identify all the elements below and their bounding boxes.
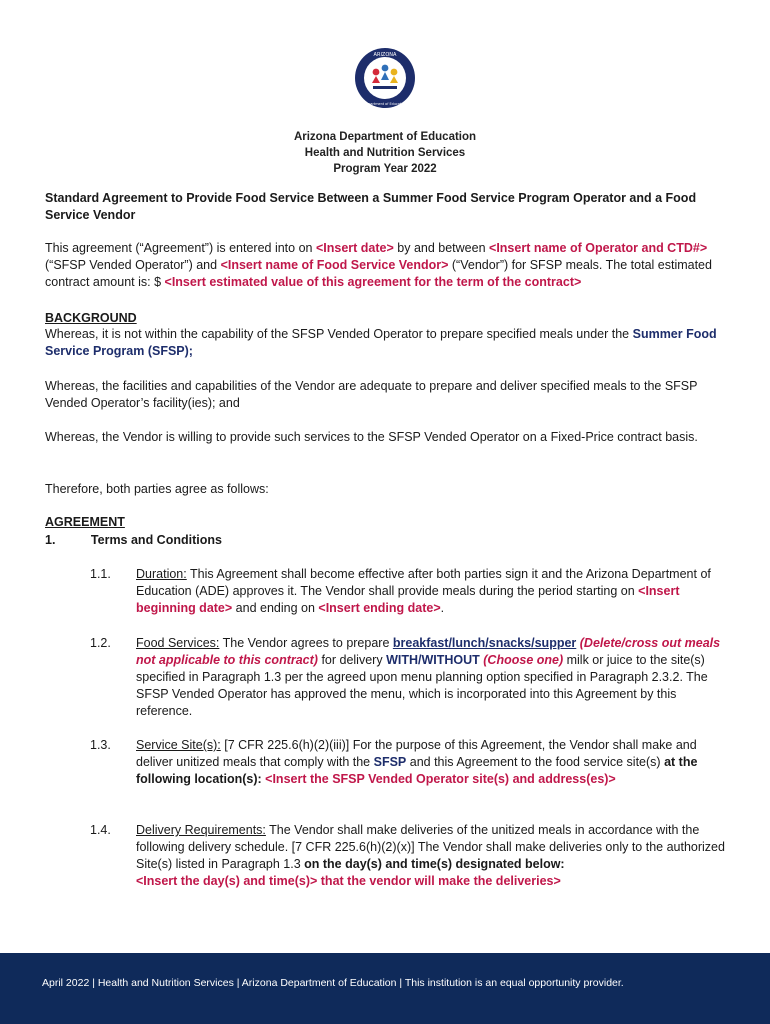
clause-label: Duration: xyxy=(136,567,187,581)
background-heading: BACKGROUND xyxy=(45,311,137,325)
clause-number: 1.1. xyxy=(90,567,111,581)
clause-number: 1.2. xyxy=(90,636,111,650)
choose-one-instruction: (Choose one) xyxy=(479,653,564,667)
section-1-heading xyxy=(45,532,222,549)
clause-1-2: 1.2. Food Services: The Vendor agrees to prepare breakfast/lunch/snacks/supper (Delete/cross out meals not applicable to this contract) for delivery WITH/WITHOUT (Choose one) milk or juice to the site(s) specified in Paragraph 1.3 per the agreed upon menu planning option specified in Paragraph 2.3.2. The SFSP Vended Operator has approved the menu, which is incorporated into this Agreement by this reference. xyxy=(90,636,721,718)
sfsp-term: SFSP xyxy=(373,755,407,769)
background-p3: Whereas, the Vendor is willing to provide such services to the SFSP Vended Operator on a Fixed-Price contract basis. xyxy=(45,430,698,444)
footer-text: April 2022 | Health and Nutrition Services | Arizona Department of Education | This institution is an equal opportunity provider. xyxy=(42,977,624,989)
insert-site-address-placeholder: <Insert the SFSP Vended Operator site(s) and address(es)> xyxy=(265,772,616,786)
header-org: Arizona Department of Education xyxy=(293,131,477,143)
meal-options-link[interactable]: breakfast/lunch/snacks/supper xyxy=(392,636,577,650)
insert-date-placeholder: <Insert date> xyxy=(315,241,394,255)
clause-label: Service Site(s): xyxy=(136,738,221,752)
intro-paragraph: This agreement (“Agreement”) is entered into on <Insert date> by and between <Insert name of Operator and CTD#> (“SFSP Vended Operator”) and <Insert name of Food Service Vendor> (“Vendor”) for SFSP meals. The total estimated contract amount is: $ <Insert estimated value of this agreement for the term of the contract> xyxy=(45,241,712,289)
ade-logo xyxy=(354,47,416,109)
clause-1-1: 1.1. Duration: This Agreement shall become effective after both parties sign it and the Arizona Department of Education (ADE) approves it. The Vendor shall provide meals during the period starting on <Insert beginning date> and ending on <Insert ending date>. xyxy=(90,567,711,615)
background-p4: Therefore, both parties agree as follows: xyxy=(45,482,269,496)
clause-number: 1.3. xyxy=(90,738,111,752)
logo-text-top: ARIZONA xyxy=(373,52,397,58)
clause-label: Food Services: xyxy=(136,636,220,650)
document-header xyxy=(0,129,770,177)
insert-vendor-placeholder: <Insert name of Food Service Vendor> xyxy=(220,258,449,272)
logo-text-bottom: Department of Education xyxy=(363,102,407,106)
insert-delivery-schedule-placeholder: <Insert the day(s) and time(s)> that the vendor will make the deliveries> xyxy=(136,874,561,888)
clause-label: Delivery Requirements: xyxy=(136,823,266,837)
with-without-option: WITH/WITHOUT xyxy=(386,653,480,667)
meal-options-instruction: (Delete/cross out meals not applicable to this contract) xyxy=(136,636,721,667)
insert-beginning-date-placeholder: <Insert beginning date> xyxy=(136,584,680,615)
section-number: 1. xyxy=(45,533,56,547)
sfsp-program-name: Summer Food Service Program (SFSP); xyxy=(45,327,717,358)
insert-operator-placeholder: <Insert name of Operator and CTD#> xyxy=(489,241,708,255)
clause-number: 1.4. xyxy=(90,823,111,837)
header-year: Program Year 2022 xyxy=(333,163,437,175)
header-division: Health and Nutrition Services xyxy=(304,147,466,159)
clause-1-4: 1.4. Delivery Requirements: The Vendor shall make deliveries of the unitized meals in accordance with the following delivery schedule. [7 CFR 225.6(h)(2)(x)] The Vendor shall make deliveries only to the authorized Site(s) listed in Paragraph 1.3 on the day(s) and time(s) designated below: <Insert the day(s) and time(s)> that the vendor will make the deliveries> xyxy=(90,823,725,888)
insert-ending-date-placeholder: <Insert ending date> xyxy=(318,601,441,615)
background-p1: Whereas, it is not within the capability of the SFSP Vended Operator to prepare specified meals under the Summer Food Service Program (SFSP); xyxy=(45,327,717,358)
background-p2: Whereas, the facilities and capabilities of the Vendor are adequate to prepare and deliver specified meals to the SFSP Vended Operator’s facility(ies); and xyxy=(45,379,698,410)
section-title: Terms and Conditions xyxy=(90,533,222,547)
document-title: Standard Agreement to Provide Food Service Between a Summer Food Service Program Operator and a Food Service Vendor xyxy=(45,191,697,222)
insert-value-placeholder: <Insert estimated value of this agreement for the term of the contract> xyxy=(164,275,582,289)
clause-1-3: 1.3. Service Site(s): [7 CFR 225.6(h)(2)(iii)] For the purpose of this Agreement, the Vendor shall make and deliver unitized meals that comply with the SFSP and this Agreement to the food service site(s) at the following location(s): <Insert the SFSP Vended Operator site(s) and address(es)> xyxy=(90,738,698,786)
agreement-heading: AGREEMENT xyxy=(45,515,125,529)
